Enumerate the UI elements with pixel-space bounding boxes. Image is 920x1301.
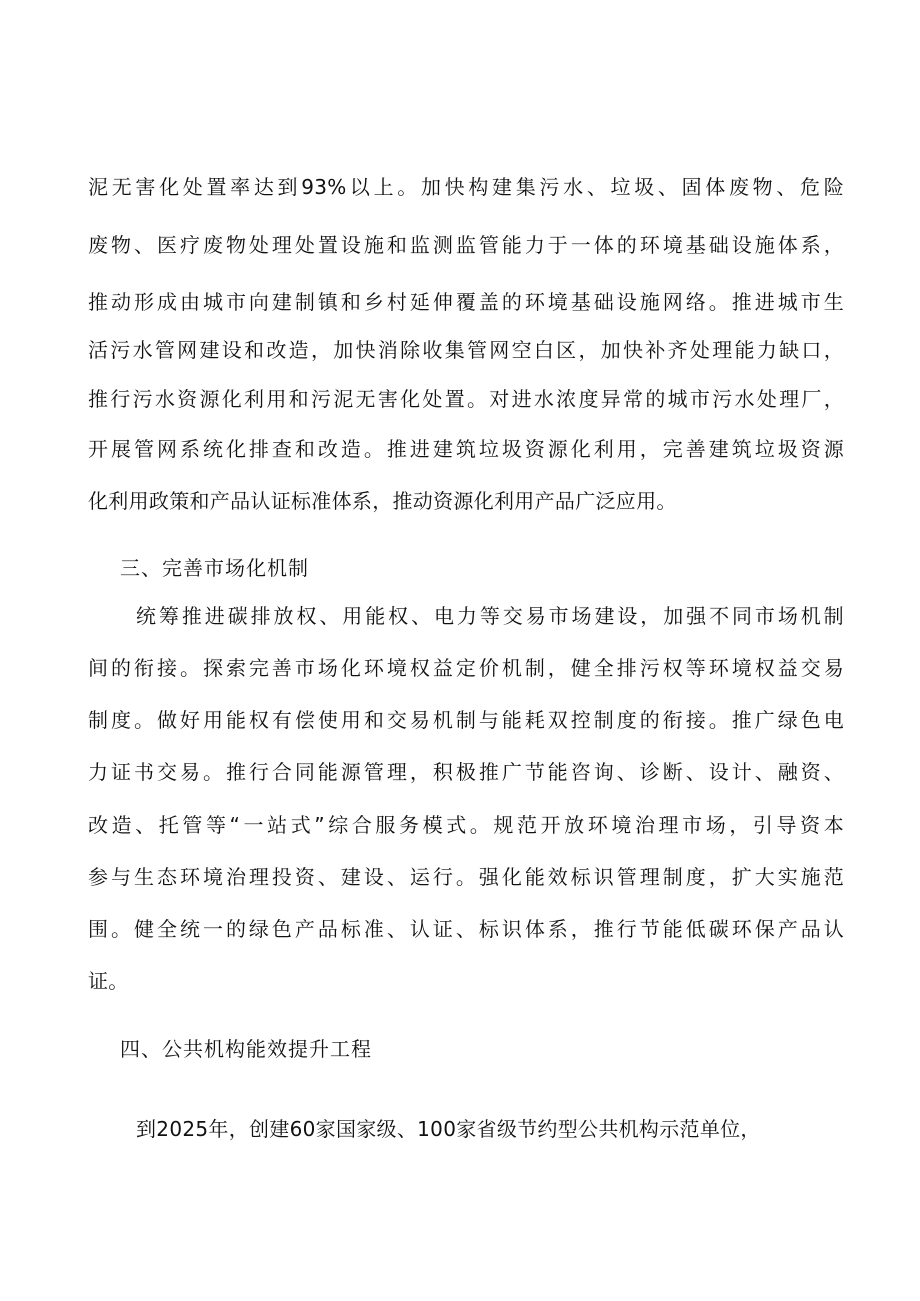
section-3-line-2: 间的衔接。探索完善市场化环境权益定价机制，健全排污权等环境权益交易	[88, 656, 844, 680]
section-3-line-3: 制度。做好用能权有偿使用和交易机制与能耗双控制度的衔接。推广绿色电	[88, 708, 844, 732]
paragraph-1-line-4: 活污水管网建设和改造，加快消除收集管网空白区，加快补齐处理能力缺口，	[88, 338, 844, 362]
section-3-line-7: 围。健全统一的绿色产品标准、认证、标识体系，推行节能低碳环保产品认	[88, 917, 844, 941]
section-3-line-5: 改造、托管等“一站式”综合服务模式。规范开放环境治理市场，引导资本	[88, 813, 844, 837]
section-3-line-4: 力证书交易。推行合同能源管理，积极推广节能咨询、诊断、设计、融资、	[88, 760, 844, 784]
paragraph-1-line-7: 化利用政策和产品认证标准体系，推动资源化利用产品广泛应用。	[88, 489, 677, 513]
paragraph-1-line-5: 推行污水资源化利用和污泥无害化处置。对进水浓度异常的城市污水处理厂，	[88, 387, 844, 411]
section-3-line-6: 参与生态环境治理投资、建设、运行。强化能效标识管理制度，扩大实施范	[88, 865, 844, 889]
paragraph-1-line-2: 废物、医疗废物处理处置设施和监测监管能力于一体的环境基础设施体系，	[88, 233, 844, 257]
paragraph-1-line-3: 推动形成由城市向建制镇和乡村延伸覆盖的环境基础设施网络。推进城市生	[88, 290, 844, 314]
section-4-heading: 四、公共机构能效提升工程	[120, 1037, 372, 1061]
section-4-line-1: 到2025年，创建60家国家级、100家省级节约型公共机构示范单位，	[136, 1117, 761, 1141]
section-3-line-8: 证。	[88, 969, 129, 993]
section-3-heading: 三、完善市场化机制	[120, 556, 309, 580]
paragraph-1-line-1: 泥无害化处置率达到93%以上。加快构建集污水、垃圾、固体废物、危险	[88, 175, 844, 199]
paragraph-1-line-6: 开展管网系统化排查和改造。推进建筑垃圾资源化利用，完善建筑垃圾资源	[88, 437, 844, 461]
section-3-line-1: 统筹推进碳排放权、用能权、电力等交易市场建设，加强不同市场机制	[136, 604, 844, 628]
